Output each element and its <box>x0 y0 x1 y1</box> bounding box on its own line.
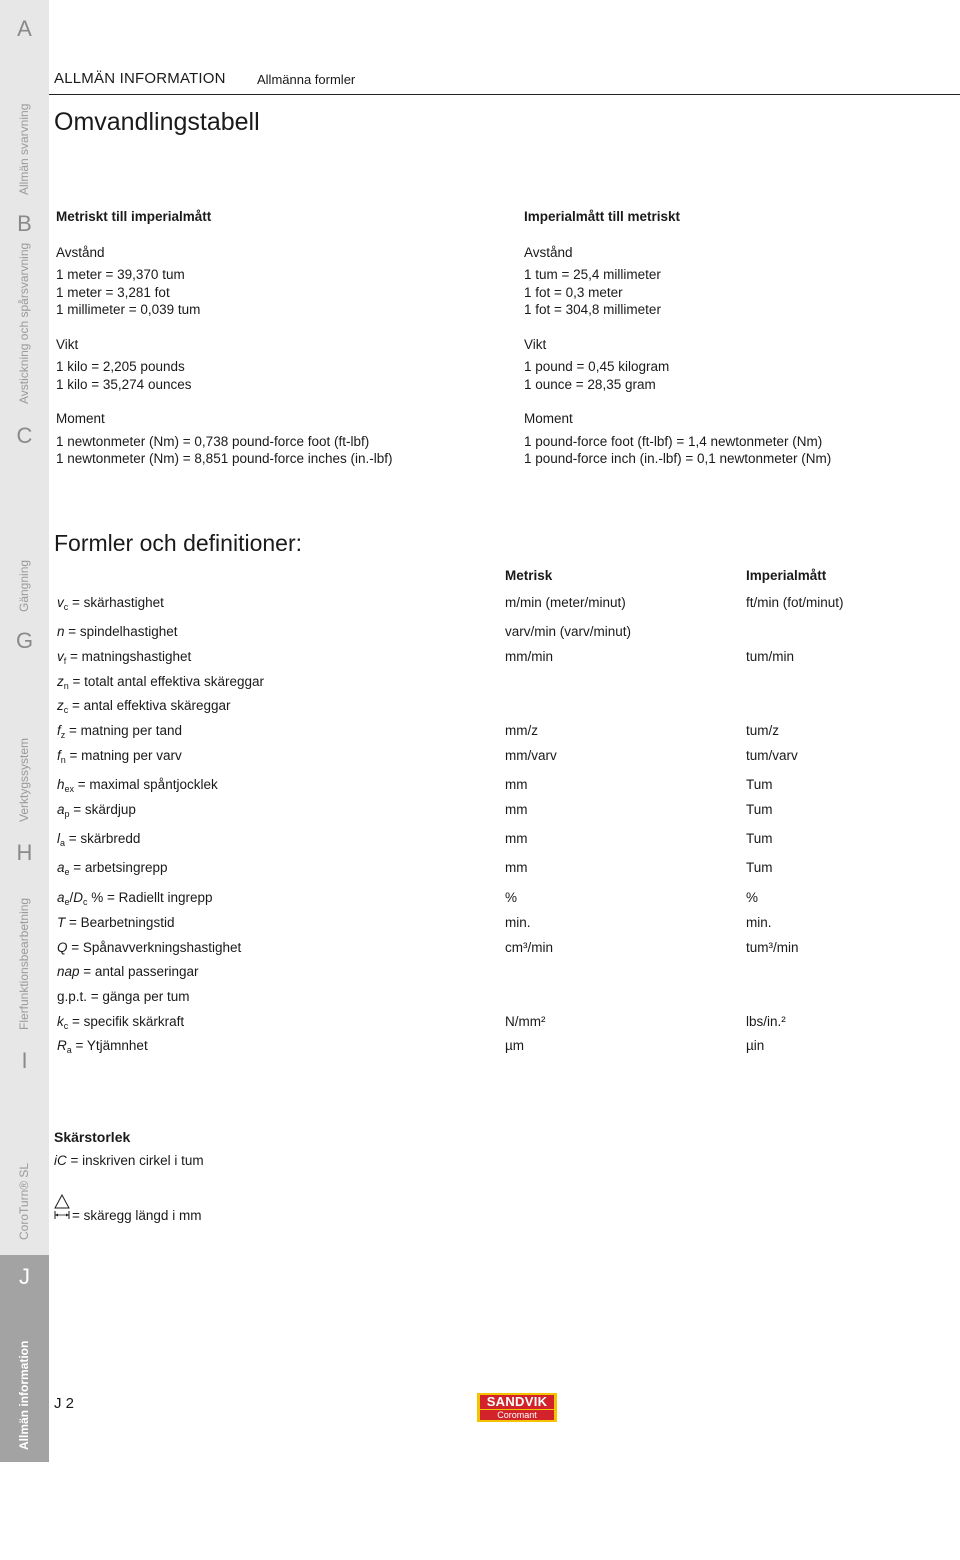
conversion-line: 1 fot = 304,8 millimeter <box>524 302 661 317</box>
imperial-unit: tum/z <box>746 723 780 738</box>
formula-text: = maximal spåntjocklek <box>74 777 218 792</box>
edge-length-definition <box>54 1193 354 1227</box>
formula-row <box>57 915 937 933</box>
conversion-line: 1 kilo = 35,274 ounces <box>56 376 192 392</box>
formula-symbol: z <box>57 674 64 689</box>
formula-definition <box>57 698 230 715</box>
metric-unit: mm/z <box>505 723 538 738</box>
formula-definition <box>57 802 136 819</box>
conversion-group-weight <box>524 336 954 394</box>
formula-row <box>57 649 937 667</box>
formula-text: = totalt antal effektiva skäreggar <box>68 674 265 689</box>
imperial-unit: tum/varv <box>746 748 798 763</box>
formula-symbol: R <box>57 1038 67 1053</box>
formula-text: = antal effektiva skäreggar <box>68 698 231 713</box>
sidebar-tab-allman-svarvning[interactable]: Allmän svarvning <box>17 103 31 195</box>
formula-row <box>57 940 937 958</box>
conversion-group-distance <box>524 244 954 319</box>
category-label: Avstånd <box>56 244 105 260</box>
page-title: Omvandlingstabell <box>54 108 260 136</box>
formulas-title: Formler och definitioner: <box>54 530 302 556</box>
logo-wordmark: SANDVIK <box>480 1395 554 1409</box>
sandvik-coromant-logo <box>477 1393 557 1422</box>
conversion-line: 1 newtonmeter (Nm) = 8,851 pound-force inches (in.-lbf) <box>56 451 393 466</box>
formula-symbol: k <box>57 1014 64 1029</box>
formula-definition <box>57 940 241 955</box>
conversion-group-weight <box>56 336 496 394</box>
metric-unit: % <box>505 890 518 905</box>
conversion-group-torque <box>524 410 954 468</box>
formula-row <box>57 860 937 878</box>
formula-symbol: f <box>57 748 61 763</box>
formula-text: = antal passeringar <box>79 964 199 979</box>
category-label: Vikt <box>56 336 79 352</box>
conversion-line: 1 millimeter = 0,039 tum <box>56 302 201 317</box>
formula-row <box>57 890 937 908</box>
formula-subscript: n <box>63 681 69 691</box>
sidebar-letter-c[interactable]: C <box>16 423 33 448</box>
conversion-line: 1 pound = 0,45 kilogram <box>524 359 670 374</box>
formula-text: = Bearbetningstid <box>65 915 175 930</box>
section-title: ALLMÄN INFORMATION <box>54 70 226 87</box>
formula-definition <box>57 649 191 666</box>
ic-text: = inskriven cirkel i tum <box>66 1153 204 1168</box>
sidebar-tab-avstickning[interactable]: Avstickning och spårsvarvning <box>17 242 31 404</box>
section-subtitle: Allmänna formler <box>257 72 356 87</box>
formula-symbol: z <box>57 698 64 713</box>
formula-symbol: a <box>57 890 65 905</box>
formula-symbol: Q <box>57 940 68 955</box>
column-heading: Imperialmått till metriskt <box>524 209 681 224</box>
formula-symbol: T <box>57 915 66 930</box>
formula-row <box>57 674 937 692</box>
formula-row <box>57 831 937 849</box>
category-label: Avstånd <box>524 244 573 260</box>
formula-row <box>57 989 937 1007</box>
formula-text: = matning per tand <box>65 723 182 738</box>
conversion-line: 1 pound-force foot (ft-lbf) = 1,4 newtonmeter (Nm) <box>524 433 823 449</box>
imperial-unit: tum³/min <box>746 940 799 955</box>
sidebar-tab-coroturn[interactable]: CoroTurn® SL <box>17 1162 31 1240</box>
formula-symbol: a <box>57 860 65 875</box>
sidebar-tab-flerfunktion[interactable]: Flerfunktionsbearbetning <box>17 897 31 1030</box>
imperial-unit: µin <box>746 1038 765 1053</box>
edge-length-text: = skäregg längd i mm <box>72 1208 202 1223</box>
formula-text: = Ytjämnhet <box>71 1038 148 1053</box>
conversion-line: 1 pound-force inch (in.-lbf) = 0,1 newtonmeter (Nm) <box>524 451 832 466</box>
category-label: Moment <box>56 411 105 426</box>
formula-definition <box>57 624 177 639</box>
imperial-unit: ft/min (fot/minut) <box>746 595 844 610</box>
conversion-line: 1 ounce = 28,35 gram <box>524 376 656 392</box>
metric-unit: mm <box>505 860 528 875</box>
formula-text: % = Radiellt ingrepp <box>87 890 213 905</box>
column-header-imperial: Imperialmått <box>746 568 827 583</box>
formula-text: = matningshastighet <box>66 649 192 664</box>
ic-symbol: iC <box>54 1153 67 1168</box>
sidebar-letter-i[interactable]: I <box>21 1048 28 1073</box>
formula-symbol: nap <box>57 964 80 979</box>
metric-unit: m/min (meter/minut) <box>505 595 626 610</box>
formula-definition <box>57 723 182 740</box>
category-label: Moment <box>524 411 573 426</box>
formula-text: = skärbredd <box>65 831 141 846</box>
formula-symbol: h <box>57 777 65 792</box>
formula-row <box>57 698 937 716</box>
imperial-unit: tum/min <box>746 649 795 664</box>
conversion-line: 1 tum = 25,4 millimeter <box>524 267 661 282</box>
metric-unit: mm <box>505 831 528 846</box>
formula-definition <box>57 777 218 794</box>
metric-unit: µm <box>505 1038 525 1053</box>
formula-subscript: c <box>63 602 69 612</box>
formula-row <box>57 802 937 820</box>
metric-unit: mm/varv <box>505 748 557 763</box>
formula-text: = skärdjup <box>69 802 136 817</box>
formula-text: = Spånavverkningshastighet <box>67 940 242 955</box>
formula-text: = arbetsingrepp <box>69 860 168 875</box>
formula-row <box>57 1014 937 1032</box>
conversion-line: 1 newtonmeter (Nm) = 0,738 pound-force foot (ft-lbf) <box>56 433 370 449</box>
metric-unit: mm/min <box>505 649 553 664</box>
imperial-unit: lbs/in.² <box>746 1014 786 1029</box>
metric-unit: cm³/min <box>505 940 553 955</box>
formula-subscript: a <box>60 838 66 848</box>
sidebar-letter-a[interactable]: A <box>17 16 32 41</box>
imperial-to-metric-column <box>524 208 954 485</box>
sidebar-tab-verktygssystem[interactable]: Verktygssystem <box>17 737 31 822</box>
page-number: J 2 <box>54 1395 75 1412</box>
imperial-unit: Tum <box>746 802 773 817</box>
sidebar-letter-j[interactable]: J <box>19 1264 30 1289</box>
sidebar-tab-allman-information[interactable]: Allmän information <box>17 1340 31 1450</box>
formula-symbol: l <box>57 831 60 846</box>
formula-definition <box>57 748 182 765</box>
formula-subscript: z <box>60 730 66 740</box>
formula-symbol: D <box>73 890 84 905</box>
formula-text: g.p.t. = gänga per tum <box>57 989 190 1004</box>
formula-row <box>57 964 937 982</box>
formula-text: = matning per varv <box>65 748 182 763</box>
sidebar-letter-g[interactable]: G <box>15 628 34 653</box>
conversion-group-distance <box>56 244 496 319</box>
conversion-group-torque <box>56 410 496 468</box>
formula-definition <box>57 831 140 848</box>
formula-slash: / <box>69 890 74 905</box>
sidebar-letter-h[interactable]: H <box>16 840 33 865</box>
metric-unit: varv/min (varv/minut) <box>505 624 632 639</box>
formula-text: = spindelhastighet <box>64 624 178 639</box>
imperial-unit: % <box>746 890 759 905</box>
formula-subscript: e <box>64 897 70 907</box>
formula-subscript: e <box>64 867 70 877</box>
metric-to-imperial-column <box>56 208 496 485</box>
formula-definition <box>57 860 167 877</box>
column-header-metric: Metrisk <box>505 568 553 583</box>
category-label: Vikt <box>524 336 547 352</box>
formula-symbol: v <box>57 595 64 610</box>
sidebar-tab-gangning[interactable]: Gängning <box>17 559 31 612</box>
formula-row <box>57 748 937 766</box>
formula-subscript: ex <box>64 784 75 794</box>
formula-subscript: f <box>63 656 67 666</box>
sidebar-letter-b[interactable]: B <box>17 211 32 236</box>
formula-subscript: c <box>63 705 69 715</box>
formula-row <box>57 595 937 613</box>
conversion-line: 1 fot = 0,3 meter <box>524 284 623 300</box>
formula-definition <box>57 1014 184 1031</box>
conversion-line: 1 kilo = 2,205 pounds <box>56 359 185 374</box>
formula-definition <box>57 1038 148 1055</box>
formula-row <box>57 723 937 741</box>
section-sidebar <box>0 0 49 1462</box>
formula-text: = specifik skärkraft <box>68 1014 185 1029</box>
imperial-unit: min. <box>746 915 772 930</box>
formula-subscript: p <box>64 809 70 819</box>
logo-subtitle: Coromant <box>480 1410 554 1420</box>
header-divider <box>49 94 960 95</box>
metric-unit: mm <box>505 802 528 817</box>
formula-symbol: f <box>57 723 61 738</box>
formula-definition <box>57 890 213 907</box>
imperial-unit: Tum <box>746 777 773 792</box>
formula-definition <box>57 915 174 930</box>
formula-subscript: c <box>63 1021 69 1031</box>
formula-subscript: a <box>66 1045 72 1055</box>
formula-text: = skärhastighet <box>68 595 164 610</box>
formula-row <box>57 777 937 795</box>
formula-definition <box>57 989 189 1004</box>
formula-subscript: n <box>60 755 66 765</box>
imperial-unit: Tum <box>746 831 773 846</box>
metric-unit: min. <box>505 915 531 930</box>
column-heading: Metriskt till imperialmått <box>56 209 212 224</box>
formula-subscript: c <box>83 897 88 907</box>
formula-definition <box>57 964 198 979</box>
formula-symbol: v <box>57 649 64 664</box>
formula-row <box>57 624 937 642</box>
formula-definition <box>57 595 164 612</box>
imperial-unit: Tum <box>746 860 773 875</box>
insert-size-title: Skärstorlek <box>54 1129 131 1145</box>
ic-definition <box>54 1153 204 1168</box>
formula-definition <box>57 674 264 691</box>
conversion-line: 1 meter = 39,370 tum <box>56 267 185 282</box>
formula-row <box>57 1038 937 1056</box>
formula-symbol: n <box>57 624 65 639</box>
insert-triangle-icon <box>54 1193 74 1223</box>
formula-symbol: a <box>57 802 65 817</box>
conversion-line: 1 meter = 3,281 fot <box>56 284 170 300</box>
metric-unit: N/mm² <box>505 1014 546 1029</box>
metric-unit: mm <box>505 777 528 792</box>
